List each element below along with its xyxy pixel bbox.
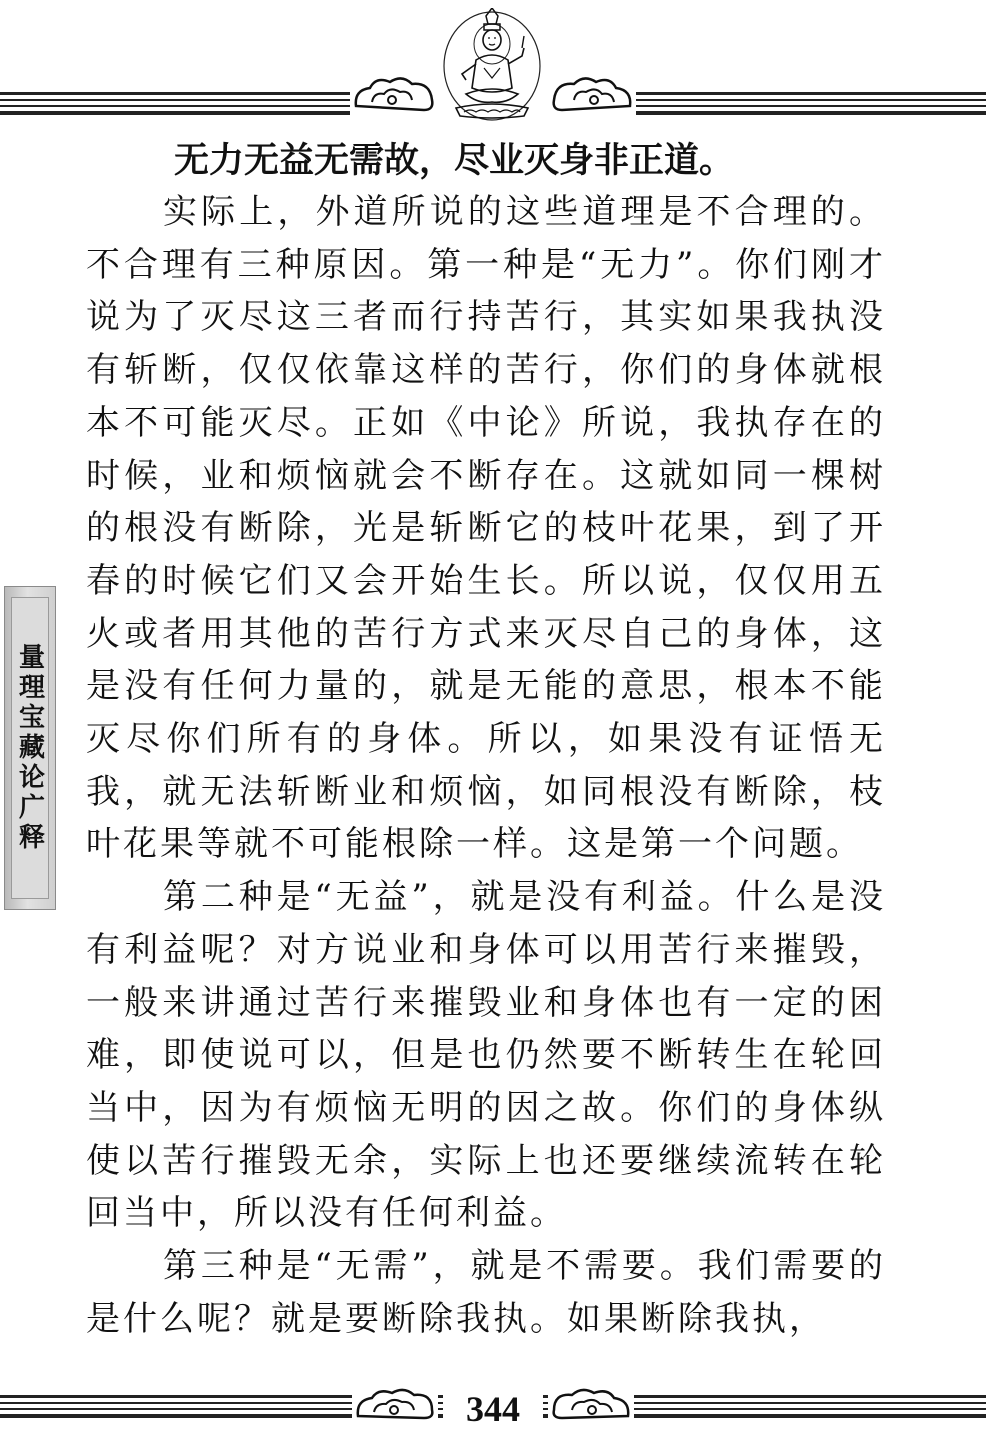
page-number: 344 — [443, 1388, 543, 1430]
cloud-scroll-icon — [548, 72, 636, 116]
book-title: 量理宝藏论广释 — [14, 643, 45, 853]
verse-heading: 无力无益无需故，尽业灭身非正道。 — [174, 141, 735, 181]
body-text — [86, 186, 886, 1345]
cloud-scroll-icon — [350, 72, 438, 116]
paragraph-2: 第二种是“无益”，就是没有利益。什么是没有利益呢？对方说业和身体可以用苦行来摧毁，一般来讲通过苦行来摧毁业和身体也有一定的困难，即使说可以，但是也仍然要不断转生在轮回当中，因为有烦恼无明的因之故。你们的身体纵使以苦行摧毁无余，实际上也还要继续流转在轮回当中，所以没有任何利益。 — [86, 877, 886, 1234]
paragraph-3: 第三种是“无需”，就是不需要。我们需要的是什么呢？就是要断除我执。如果断除我执， — [86, 1246, 886, 1339]
cloud-scroll-icon — [352, 1384, 438, 1424]
side-book-title-tab — [4, 586, 56, 910]
seated-deity-figure-icon — [436, 8, 548, 126]
paragraph-1: 实际上，外道所说的这些道理是不合理的。不合理有三种原因。第一种是“无力”。你们刚才说为了灭尽这三者而行持苦行，其实如果我执没有斩断，仅仅依靠这样的苦行，你们的身体就根本不可能灭尽。正如《中论》所说，我执存在的时候，业和烦恼就会不断存在。这就如同一棵树的根没有断除，光是斩断它的枝叶花果，到了开春的时候它们又会开始生长。所以说，仅仅用五火或者用其他的苦行方式来灭尽自己的身体，这是没有任何力量的，就是无能的意思，根本不能灭尽你们所有的身体。所以，如果没有证悟无我，就无法斩断业和烦恼，如同根没有断除，枝叶花果等就不可能根除一样。这是第一个问题。 — [86, 192, 886, 865]
cloud-scroll-icon — [548, 1384, 634, 1424]
